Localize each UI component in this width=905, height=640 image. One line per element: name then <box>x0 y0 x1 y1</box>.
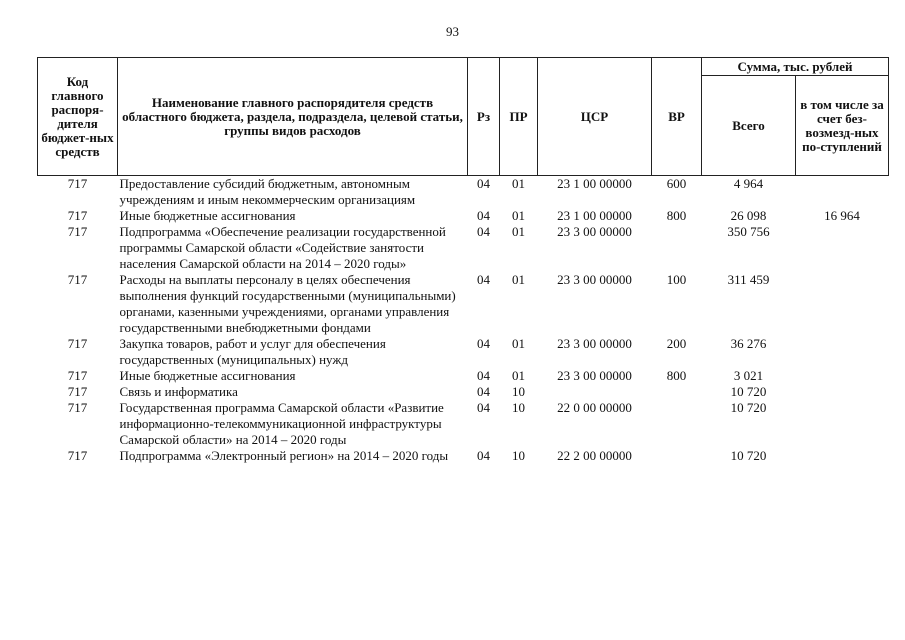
table-body <box>38 176 889 465</box>
cell-code: 717 <box>67 272 88 287</box>
cell-pr: 10 <box>512 448 525 463</box>
cell-incl <box>796 400 889 448</box>
budget-table <box>37 57 889 464</box>
cell-pr: 01 <box>512 272 525 287</box>
table-row <box>38 400 889 448</box>
cell-csr: 23 3 00 00000 <box>557 368 632 383</box>
cell-pr: 01 <box>512 368 525 383</box>
cell-vr: 200 <box>666 336 687 351</box>
cell-total: 10 720 <box>730 400 767 415</box>
table-row <box>38 384 889 400</box>
cell-name: Иные бюджетные ассигнования <box>119 208 296 223</box>
header-rz: Рз <box>468 58 500 176</box>
cell-pr: 10 <box>512 400 525 415</box>
cell-pr: 01 <box>512 224 525 239</box>
cell-rz: 04 <box>477 272 490 287</box>
cell-rz: 04 <box>477 336 490 351</box>
cell-vr: 800 <box>666 368 687 383</box>
cell-csr: 23 1 00 00000 <box>557 176 632 191</box>
cell-rz: 04 <box>477 400 490 415</box>
cell-vr <box>652 224 702 272</box>
cell-total: 10 720 <box>730 384 767 399</box>
header-sum-group: Сумма, тыс. рублей <box>702 58 889 76</box>
cell-vr <box>652 400 702 448</box>
cell-rz: 04 <box>477 224 490 239</box>
cell-total: 26 098 <box>730 208 767 223</box>
cell-rz: 04 <box>477 176 490 191</box>
cell-incl <box>796 176 889 209</box>
cell-total: 3 021 <box>733 368 764 383</box>
header-total: Всего <box>702 76 796 176</box>
cell-csr: 23 3 00 00000 <box>557 224 632 239</box>
cell-incl <box>796 272 889 336</box>
cell-rz: 04 <box>477 208 490 223</box>
table-row <box>38 272 889 336</box>
table-row <box>38 208 889 224</box>
cell-csr: 22 2 00 00000 <box>557 448 632 463</box>
cell-name: Государственная программа Самарской области «Развитие информационно-телекоммуникационной инфраструктуры Самарской области» на 2014 – 2020 годы <box>119 400 444 447</box>
header-pr: ПР <box>500 58 538 176</box>
cell-total: 311 459 <box>727 272 770 287</box>
header-name: Наименование главного распорядителя средств областного бюджета, раздела, подраздела, целевой статьи, группы видов расходов <box>118 58 468 176</box>
table-row <box>38 448 889 464</box>
cell-csr: 23 3 00 00000 <box>557 336 632 351</box>
cell-vr: 800 <box>666 208 687 223</box>
cell-csr: 23 1 00 00000 <box>557 208 632 223</box>
cell-name: Расходы на выплаты персоналу в целях обеспечения выполнения функций государственными (муниципальными) органами, казенными учреждениями, органами управления государственными внебюджетными фондами <box>119 272 456 335</box>
cell-csr: 22 0 00 00000 <box>557 400 632 415</box>
cell-csr: 23 3 00 00000 <box>557 272 632 287</box>
header-code: Код главного распоря-дителя бюджет-ных средств <box>38 58 118 176</box>
header-incl: в том числе за счет без-возмезд-ных по-ступлений <box>796 76 889 176</box>
cell-code: 717 <box>67 448 88 463</box>
cell-code: 717 <box>67 400 88 415</box>
cell-rz: 04 <box>477 368 490 383</box>
cell-incl <box>796 448 889 464</box>
cell-code: 717 <box>67 336 88 351</box>
cell-total: 36 276 <box>730 336 767 351</box>
cell-pr: 10 <box>512 384 525 399</box>
cell-code: 717 <box>67 208 88 223</box>
cell-total: 10 720 <box>730 448 767 463</box>
cell-rz: 04 <box>477 384 490 399</box>
cell-code: 717 <box>67 384 88 399</box>
cell-total: 350 756 <box>727 224 770 239</box>
cell-incl <box>796 384 889 400</box>
cell-total: 4 964 <box>733 176 764 191</box>
cell-incl <box>796 336 889 368</box>
cell-vr <box>652 384 702 400</box>
cell-pr: 01 <box>512 208 525 223</box>
cell-code: 717 <box>67 224 88 239</box>
cell-pr: 01 <box>512 336 525 351</box>
table-row <box>38 176 889 209</box>
cell-name: Закупка товаров, работ и услуг для обеспечения государственных (муниципальных) нужд <box>119 336 386 367</box>
cell-incl <box>796 224 889 272</box>
table-row <box>38 336 889 368</box>
cell-csr <box>538 384 652 400</box>
cell-code: 717 <box>67 368 88 383</box>
header-csr: ЦСР <box>538 58 652 176</box>
cell-vr: 100 <box>666 272 687 287</box>
cell-code: 717 <box>67 176 88 191</box>
cell-incl: 16 964 <box>824 208 860 223</box>
header-vr: ВР <box>652 58 702 176</box>
table-row <box>38 224 889 272</box>
page-number: 93 <box>446 24 459 39</box>
cell-name: Подпрограмма «Электронный регион» на 2014 – 2020 годы <box>119 448 449 463</box>
table-row <box>38 368 889 384</box>
cell-name: Иные бюджетные ассигнования <box>119 368 296 383</box>
cell-name: Предоставление субсидий бюджетным, автономным учреждениям и иным некоммерческим организациям <box>119 176 416 207</box>
cell-name: Подпрограмма «Обеспечение реализации государственной программы Самарской области «Содействие занятости населения Самарской области на 2014 – 2020 годы» <box>119 224 446 271</box>
cell-incl <box>796 368 889 384</box>
cell-name: Связь и информатика <box>119 384 238 399</box>
cell-pr: 01 <box>512 176 525 191</box>
cell-vr <box>652 448 702 464</box>
cell-rz: 04 <box>477 448 490 463</box>
table-header <box>38 58 889 176</box>
cell-vr: 600 <box>666 176 687 191</box>
